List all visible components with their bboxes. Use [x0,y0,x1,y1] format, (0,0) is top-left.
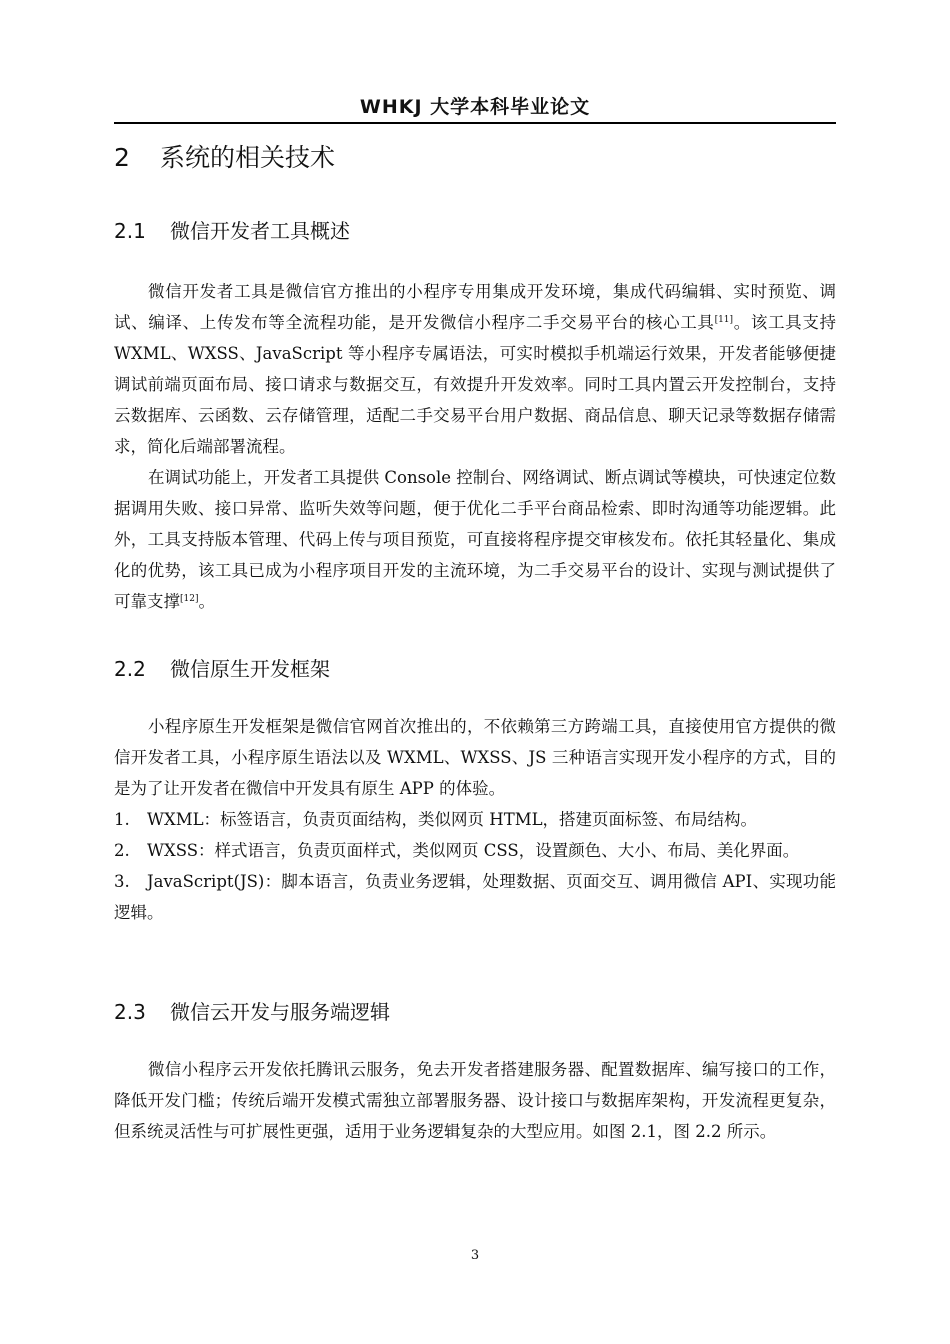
section-title: 微信云开发与服务端逻辑 [170,1000,390,1024]
paragraph-text: 。该工具支持 WXML、WXSS、JavaScript 等小程序专属语法，可实时模拟手机端运行效果，开发者能够便捷调试前端页面布局、接口请求与数据交互，有效提升开发效率。同时工具内置云开发控制台，支持云数据库、云函数、云存储管理，适配二手交易平台用户数据、商品信息、聊天记录等数据存储需求，简化后端部署流程。 [114,313,837,456]
list-number: 1. [114,810,130,829]
section-heading-2-1 [114,216,350,246]
paragraph-text: 微信开发者工具是微信官方推出的小程序专用集成开发环境，集成代码编辑、实时预览、调试、编译、上传发布等全流程功能，是开发微信小程序二手交易平台的核心工具 [114,282,836,332]
list-number: 3. [114,872,130,891]
paragraph-text: 在调试功能上，开发者工具提供 Console 控制台、网络调试、断点调试等模块，可快速定位数据调用失败、接口异常、监听失效等问题，便于优化二手平台商品检索、即时沟通等功能逻辑。此外，工具支持版本管理、代码上传与项目预览，可直接将程序提交审核发布。依托其轻量化、集成化的优势，该工具已成为小程序项目开发的主流环境，为二手交易平台的设计、实现与测试提供了可靠支撑 [114,468,836,611]
section-2-3-body [114,1054,836,1147]
paragraph [114,462,836,617]
citation: [12] [180,594,199,604]
paragraph: 小程序原生开发框架是微信官网首次推出的，不依赖第三方跨端工具，直接使用官方提供的微信开发者工具，小程序原生语法以及 WXML、WXSS、JS 三种语言实现开发小程序的方式，目的是为了让开发者在微信中开发具有原生 APP 的体验。 [114,717,836,798]
section-number: 2.1 [114,219,146,243]
list-item [114,835,836,866]
section-title: 微信开发者工具概述 [170,219,350,243]
paragraph: 微信小程序云开发依托腾讯云服务，免去开发者搭建服务器、配置数据库、编写接口的工作，降低开发门槛；传统后端开发模式需独立部署服务器、设计接口与数据库架构，开发流程更复杂，但系统灵活性与可扩展性更强，适用于业务逻辑复杂的大型应用。如图 2.1，图 2.2 所示。 [114,1060,836,1141]
paragraph-text: 。 [198,592,215,611]
list-text: JavaScript(JS)：脚本语言，负责业务逻辑，处理数据、页面交互、调用微信 API、实现功能逻辑。 [114,872,836,922]
section-2-1-body [114,276,836,617]
paragraph [114,276,836,462]
list-text: WXSS：样式语言，负责页面样式，类似网页 CSS，设置颜色、大小、布局、美化界面。 [147,841,800,860]
list-item [114,866,836,928]
section-heading-2-2 [114,654,330,684]
list-text: WXML：标签语言，负责页面结构，类似网页 HTML，搭建页面标签、布局结构。 [147,810,758,829]
running-header: WHKJ 大学本科毕业论文 [359,96,591,118]
chapter-heading [114,141,335,175]
chapter-title: 系统的相关技术 [160,143,336,172]
list-item [114,804,836,835]
section-2-2-body [114,711,836,928]
header-rule [114,122,836,124]
section-number: 2.2 [114,657,146,681]
section-heading-2-3 [114,997,390,1027]
list-number: 2. [114,841,130,860]
chapter-number: 2 [114,143,130,172]
page-number: 3 [470,1248,480,1263]
section-title: 微信原生开发框架 [170,657,330,681]
citation: [11] [714,315,734,325]
section-number: 2.3 [114,1000,146,1024]
